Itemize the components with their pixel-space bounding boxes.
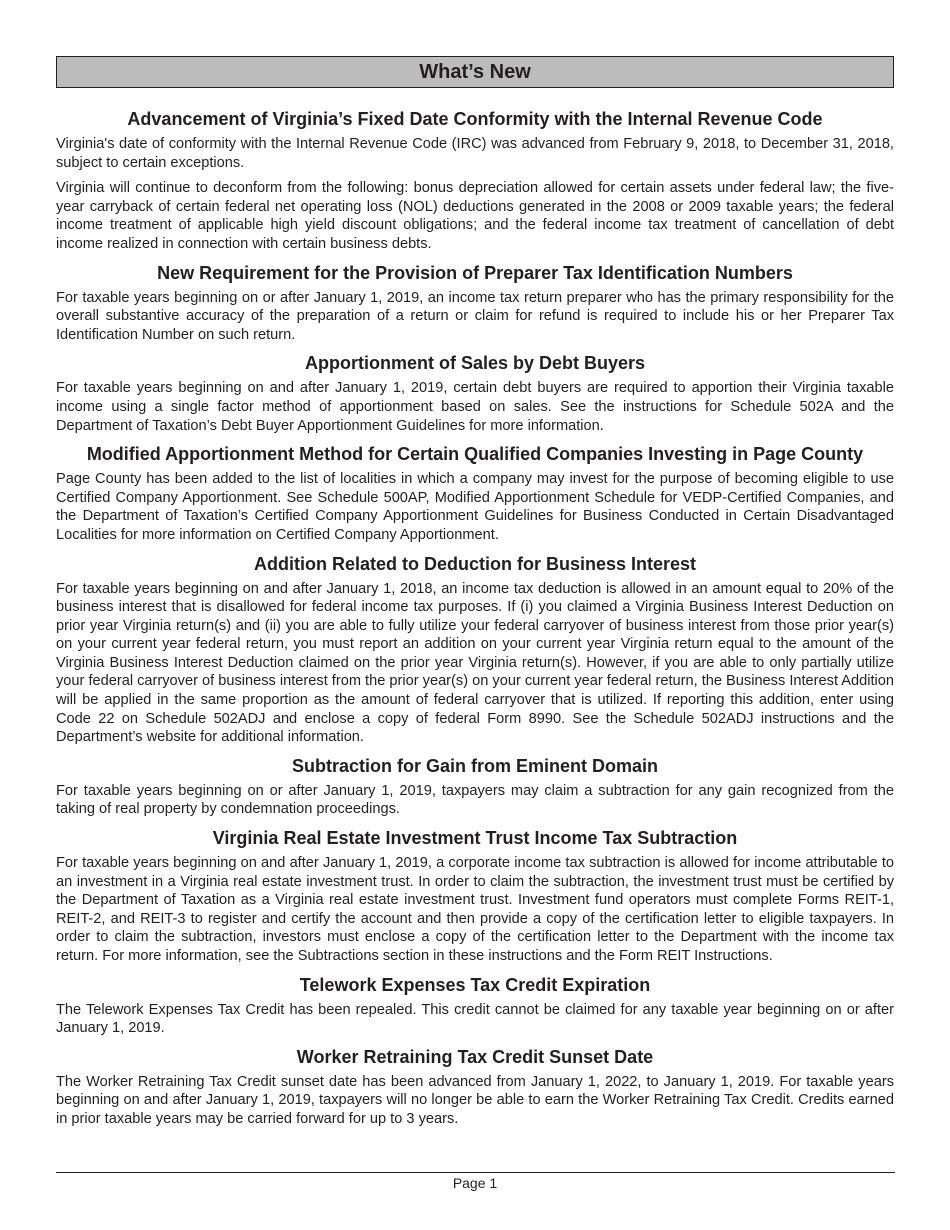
section-title-worker-retraining: Worker Retraining Tax Credit Sunset Date (296, 1046, 654, 1067)
section-title-telework-credit: Telework Expenses Tax Credit Expiration (299, 974, 651, 995)
section-title-business-interest: Addition Related to Deduction for Business Interest (253, 553, 697, 574)
section-title-debt-buyers: Apportionment of Sales by Debt Buyers (304, 353, 646, 374)
section-title-page-county: Modified Apportionment Method for Certain Qualified Companies Investing in Page County (86, 444, 864, 465)
footer-divider (56, 1172, 895, 1173)
section-paragraph: For taxable years beginning on and after January 1, 2018, an income tax deduction is allowed in an amount equal to 20% of the business interest that is disallowed for federal income tax purposes. If (i) you claimed a Virginia Business Interest Deduction on prior year Virginia return(s) and (ii) you are able to fully utilize your federal carryover of business interest from those prior year(s) on your current year federal return, you must report an addition on your current year Virginia return equal to the amount of the Virginia Business Interest Deduction claimed on the prior year Virginia return(s). However, if you are able to only partially utilize your federal carryover of business interest from the prior year(s) on your current year federal return, the Business Interest Addition will be applied in the same proportion as the amount of federal carryover that is utilized. If reporting this addition, enter using Code 22 on Schedule 502ADJ and enclose a copy of federal Form 8990. See the Schedule 502ADJ instructions and the Department’s website for additional information. (56, 580, 894, 746)
banner-title: What’s New (419, 61, 531, 83)
section-paragraph: Virginia's date of conformity with the Internal Revenue Code (IRC) was advanced from February 9, 2018, to December 31, 2018, subject to certain exceptions. (56, 136, 894, 171)
section-title-fixed-date-conformity: Advancement of Virginia’s Fixed Date Conformity with the Internal Revenue Code (127, 109, 823, 129)
section-paragraph: Virginia will continue to deconform from the following: bonus depreciation allowed for certain assets under federal law; the five-year carryback of certain federal net operating loss (NOL) deductions generated in the 2008 or 2009 taxable years; the federal income treatment of applicable high yield discount obligations; and the federal income tax treatment of cancellation of debt income realized in connection with certain business debts. (56, 180, 894, 252)
section-title-reit-subtraction: Virginia Real Estate Investment Trust Income Tax Subtraction (212, 828, 738, 849)
section-paragraph: For taxable years beginning on and after January 1, 2019, a corporate income tax subtraction is allowed for income attributable to an investment in a Virginia real estate investment trust. In order to claim the subtraction, the investment trust must be certified by the Department of Taxation as a Virginia real estate investment trust. Investment fund operators must complete Forms REIT-1, REIT-2, and REIT-3 to register and certify the account and then provide a copy of the certification letter to eligible taxpayers. In order to claim the subtraction, investors must enclose a copy of the certification letter to the Department with the income tax return. For more information, see the Subtractions section in these instructions and the Form REIT Instructions. (56, 855, 894, 964)
document-page (56, 56, 894, 1129)
section-title-eminent-domain: Subtraction for Gain from Eminent Domain (291, 755, 659, 776)
section-paragraph: The Worker Retraining Tax Credit sunset date has been advanced from January 1, 2022, to January 1, 2019. For taxable years beginning on and after January 1, 2019, taxpayers will no longer be able to earn the Worker Retraining Tax Credit. Credits earned in prior taxable years may be carried forward for up to 3 years. (56, 1073, 894, 1127)
section-title-preparer-tax-id: New Requirement for the Provision of Preparer Tax Identification Numbers (157, 262, 793, 283)
section-paragraph: For taxable years beginning on or after January 1, 2019, taxpayers may claim a subtraction for any gain recognized from the taking of real property by condemnation proceedings. (56, 782, 894, 818)
section-paragraph: The Telework Expenses Tax Credit has been repealed. This credit cannot be claimed for any taxable year beginning on or after January 1, 2019. (56, 1001, 894, 1037)
section-paragraph: For taxable years beginning on and after January 1, 2019, certain debt buyers are required to apportion their Virginia taxable income using a single factor method of apportionment based on sales. See the instructions for Schedule 502A and the Department of Taxation’s Debt Buyer Apportionment Guidelines for more information. (56, 380, 894, 434)
section-paragraph: Page County has been added to the list of localities in which a company may invest for the purpose of becoming eligible to use Certified Company Apportionment. See Schedule 500AP, Modified Apportionment Schedule for VEDP-Certified Companies, and the Department of Taxation’s Certified Company Apportionment Guidelines for Business Conducted in Certain Disadvantaged Localities for more information on Certified Company Apportionment. (56, 471, 894, 543)
section-paragraph: For taxable years beginning on or after January 1, 2019, an income tax return preparer who has the primary responsibility for the overall substantive accuracy of the preparation of a return or claim for refund is required to include his or her Preparer Tax Identification Number on such return. (56, 289, 894, 343)
whats-new-banner (56, 56, 894, 88)
page-number: Page 1 (452, 1175, 498, 1191)
